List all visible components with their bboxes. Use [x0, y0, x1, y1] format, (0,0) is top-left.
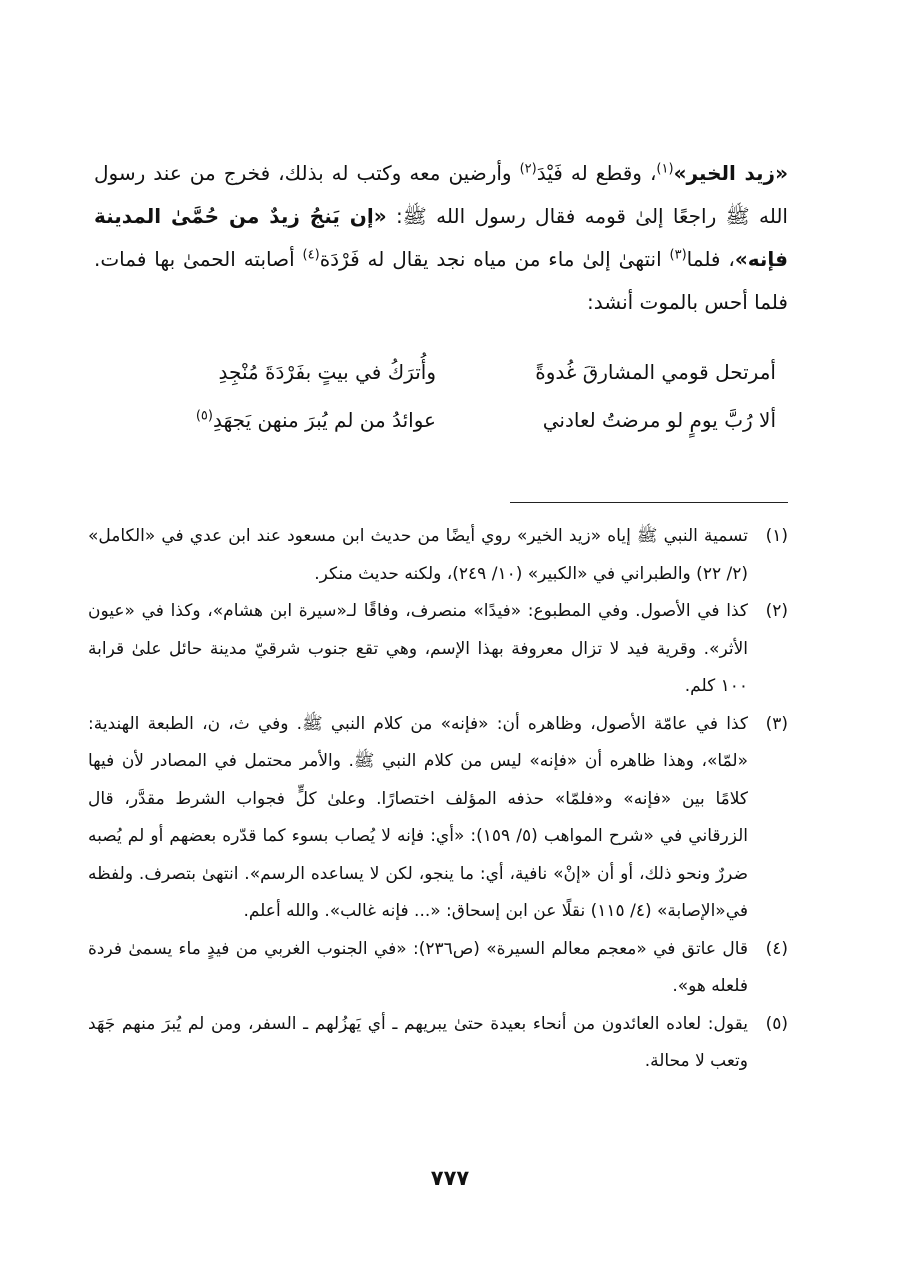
footnote-number: (١): [765, 526, 788, 546]
footnote-text: يقول: لعاده العائدون من أنحاء بعيدة حتىٰ يبريهم ـ أي يَهزُلهم ـ السفر، ومن لم يُبرَ منهم جَهَد وتعب لا محالة.: [88, 1013, 748, 1071]
text-segment: ، فلما: [686, 247, 735, 271]
footnote: [88, 1006, 788, 1081]
footnote: [88, 931, 788, 1006]
text-segment: انتهىٰ إلىٰ ماء من مياه نجد يقال له فَرْدَة: [319, 247, 670, 271]
verse-second-text: عوائدُ من لم يُبرَ منهن يَجهَدِ: [212, 408, 436, 432]
footnote-number: (٤): [765, 938, 788, 959]
footnote: [88, 593, 788, 706]
main-paragraph: [94, 152, 788, 324]
poem-verse: [126, 348, 776, 396]
text-segment: «إن يَنجُ زيدٌ من حُمَّىٰ المدينة فإنه»: [94, 204, 788, 271]
poem: [126, 348, 776, 444]
footnote-text: قال عاتق في «معجم معالم السيرة» (ص٢٣٦): «في الجنوب الغربي من فيدٍ ماء يسمىٰ فردة فلعله هو».: [88, 938, 748, 996]
main-text: [94, 152, 788, 324]
verse-first-hemistich: أمرتحل قومي المشارقَ غُدوةً: [535, 360, 776, 384]
footnote-ref[interactable]: (٣): [669, 247, 687, 263]
footnote-separator: [510, 502, 788, 503]
footnote-number: (٢): [765, 601, 788, 621]
verse-second-text: وأُترَكُ في بيتٍ بفَرْدَةَ مُنْجِدِ: [218, 360, 436, 384]
text-segment: «زيد الخير»: [673, 161, 788, 185]
footnote-text: كذا في الأصول. وفي المطبوع: «فيدًا» منصرف، وفاقًا لـ«سيرة ابن هشام»، وكذا في «عيون الأثر». وقرية فيد لا تزال معروفة بهذا الإسم، وهي تقع جنوب شرقيّ مدينة حائل علىٰ قرابة ١٠٠ كلم.: [88, 601, 748, 696]
text-segment: ، وقطع له فَيْدَ: [536, 161, 657, 185]
poem-verse: [126, 396, 776, 444]
page-number: ٧٧٧: [430, 1166, 470, 1190]
text-segment: وأرضين معه وكتب له بذلك، فخرج من عند رسول الله ﷺ راجعًا إلىٰ قومه فقال رسول الله ﷺ:: [94, 161, 788, 228]
text-segment: أصابته الحمىٰ بها فمات. فلما أحس بالموت أنشد:: [94, 247, 788, 314]
footnote-number: (٣): [765, 713, 788, 734]
verse-first-hemistich: ألا رُبَّ يومٍ لو مرضتُ لعادني: [542, 408, 776, 432]
footnote: [88, 518, 788, 593]
verse-second-hemistich: [126, 408, 436, 432]
footnote-text: كذا في عامّة الأصول، وظاهره أن: «فإنه» من كلام النبي ﷺ. وفي ث، ن، الطبعة الهندية: «لمّا»، وهذا ظاهره أن «فإنه» ليس من كلام النبي ﷺ. والأمر محتمل في المصادر لأن فيها كلامًا بين «فإنه» و«فلمّا» حذفه المؤلف اختصارًا. وعلىٰ كلٍّ فجواب الشرط مقدَّر، قال الزرقاني في «شرح المواهب (٥/ ١٥٩): «أي: فإنه لا يُصاب بسوء كما قدّره بعضهم أو لم يُصبه ضررٌ ونحو ذلك، أو أن «إنْ» نافية، أي: ما ينجو، لكن لا يساعده الرسم». انتهىٰ بتصرف. ولفظه في«الإصابة» (٤/ ١١٥) نقلًا عن ابن إسحاق: «... فإنه غالب». والله أعلم.: [88, 713, 748, 921]
footnotes: [88, 518, 788, 1081]
footnote-number: (٥): [765, 1013, 788, 1034]
footnote-ref[interactable]: (١): [656, 161, 674, 177]
footnote-ref[interactable]: (٥): [195, 408, 213, 424]
footnote-ref[interactable]: (٤): [302, 247, 320, 263]
footnote: [88, 706, 788, 931]
footnote-ref[interactable]: (٢): [519, 161, 537, 177]
verse-second-hemistich: [126, 360, 436, 384]
footnote-text: تسمية النبي ﷺ إياه «زيد الخير» روي أيضًا من حديث ابن مسعود عند ابن عدي في «الكامل» (٢/ ٢٢) والطبراني في «الكبير» (١٠/ ٢٤٩)، ولكنه حديث منكر.: [88, 526, 748, 584]
